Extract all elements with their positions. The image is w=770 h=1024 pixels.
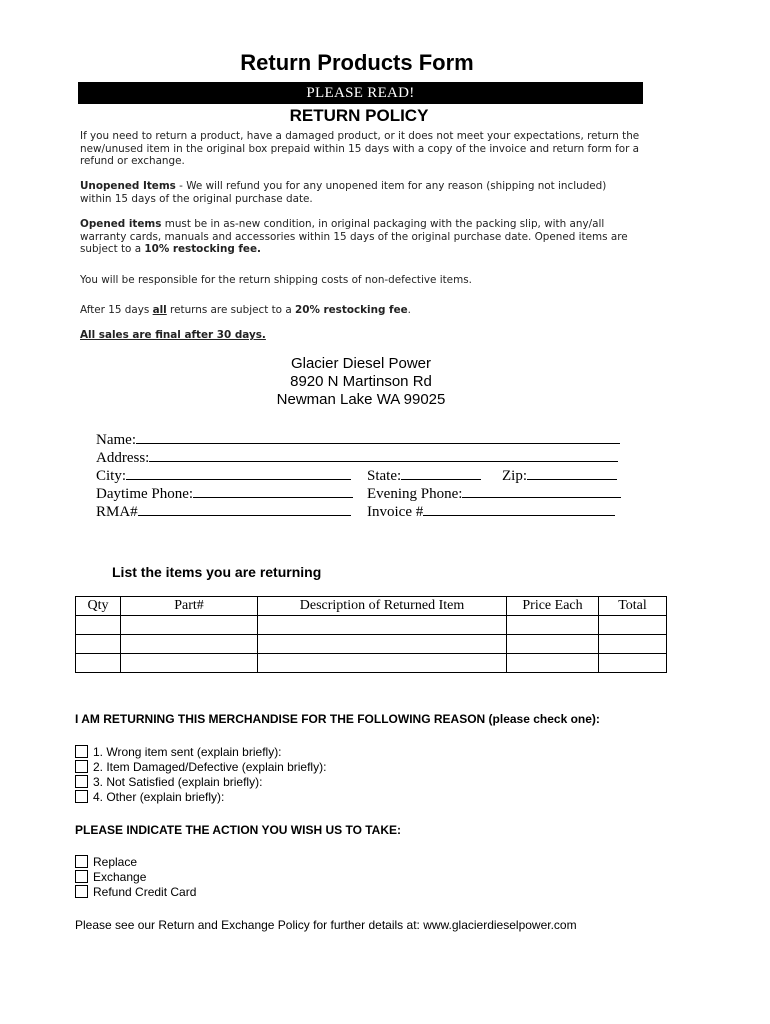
items-heading: List the items you are returning [112,564,322,580]
part-header: Part# [121,597,258,616]
action-heading: PLEASE INDICATE THE ACTION YOU WISH US TO TAKE: [75,823,402,837]
policy-final [80,329,640,342]
policy-after-15-days [80,304,640,317]
name-label: Name: [96,432,136,448]
description-cell[interactable] [258,635,507,654]
checkbox[interactable] [75,790,88,803]
checkbox[interactable] [75,885,88,898]
table-row [76,616,667,635]
evening-phone-field [367,483,621,503]
reason-option-not-satisfied[interactable] [75,775,262,790]
unopened-text: - We will refund you for any unopened item for any reason (shipping not included) within 15 days of the original purchase date. [80,180,607,205]
action-label: Refund Credit Card [93,885,197,899]
qty-cell[interactable] [76,616,121,635]
total-cell[interactable] [599,616,667,635]
policy-intro: If you need to return a product, have a damaged product, or it does not meet your expectations, return the new/unused item in the original box prepaid within 15 days with a copy of the invoice and return form for a refund or exchange. [80,130,640,168]
qty-cell[interactable] [76,654,121,673]
zip-input-line[interactable] [527,465,617,480]
total-header: Total [599,597,667,616]
price-each-cell[interactable] [507,654,599,673]
after-fee: 20% restocking fee [295,304,408,316]
reason-label: 3. Not Satisfied (explain briefly): [93,775,263,789]
city-field [96,465,351,485]
after-all: all [152,304,167,316]
state-input-line[interactable] [401,465,481,480]
policy-shipping: You will be responsible for the return shipping costs of non-defective items. [80,274,472,286]
table-header-row [76,597,667,616]
state-field [367,465,481,485]
name-input-line[interactable] [136,429,620,444]
zip-label: Zip: [502,468,527,484]
action-option-replace[interactable] [75,855,137,870]
description-cell[interactable] [258,616,507,635]
zip-field [502,465,617,485]
daytime-phone-label: Daytime Phone: [96,486,194,502]
evening-phone-label: Evening Phone: [367,486,463,502]
action-label: Replace [93,855,138,869]
table-row [76,635,667,654]
reason-label: 1. Wrong item sent (explain briefly): [93,745,282,759]
form-title: Return Products Form [240,50,474,75]
address-field [96,447,618,467]
opened-text: must be in as-new condition, in original packaging with the packing slip, with any/all warranty cards, manuals and accessories within 15 days of the original purchase date. Opened items are subject to a [80,218,628,256]
opened-fee: 10% restocking fee. [144,243,261,256]
action-option-refund[interactable] [75,885,196,900]
unopened-label: Unopened Items [80,180,176,192]
reason-label: 4. Other (explain briefly): [93,790,225,804]
after-end: . [407,304,411,316]
rma-field [96,501,351,521]
name-field [96,429,620,449]
city-label: City: [96,468,127,484]
table-row [76,654,667,673]
qty-cell[interactable] [76,635,121,654]
reason-heading: I AM RETURNING THIS MERCHANDISE FOR THE FOLLOWING REASON (please check one): [75,712,600,726]
company-street: 8920 N Martinson Rd [290,373,432,390]
qty-header: Qty [76,597,121,616]
checkbox[interactable] [75,855,88,868]
invoice-input-line[interactable] [423,501,615,516]
total-cell[interactable] [599,635,667,654]
company-name: Glacier Diesel Power [290,355,432,372]
part-cell[interactable] [121,616,258,635]
price-each-cell[interactable] [507,616,599,635]
invoice-label: Invoice # [367,504,424,520]
policy-unopened [80,180,640,205]
action-option-exchange[interactable] [75,870,146,885]
total-cell[interactable] [599,654,667,673]
checkbox[interactable] [75,775,88,788]
reason-option-other[interactable] [75,790,224,805]
after-prefix: After 15 days [80,304,153,316]
reason-option-damaged[interactable] [75,760,326,775]
final-sale-note: All sales are final after 30 days. [80,329,266,341]
company-city: Newman Lake WA 99025 [276,391,446,408]
invoice-field [367,501,615,521]
part-cell[interactable] [121,635,258,654]
address-label: Address: [96,450,150,466]
city-input-line[interactable] [126,465,351,480]
price-each-header: Price Each [507,597,599,616]
daytime-phone-input-line[interactable] [193,483,353,498]
policy-opened [80,218,640,256]
reason-option-wrong-item[interactable] [75,745,282,760]
please-read-banner: PLEASE READ! [78,82,643,104]
address-input-line[interactable] [149,447,618,462]
footer-note: Please see our Return and Exchange Policy for further details at: www.glacierdieselpower.com [75,918,577,932]
after-mid: returns are subject to a [166,304,296,316]
evening-phone-input-line[interactable] [462,483,621,498]
checkbox[interactable] [75,870,88,883]
daytime-phone-field [96,483,353,503]
checkbox[interactable] [75,760,88,773]
rma-label: RMA# [96,504,138,520]
part-cell[interactable] [121,654,258,673]
returned-items-table [75,596,667,673]
action-label: Exchange [93,870,147,884]
description-cell[interactable] [258,654,507,673]
opened-label: Opened items [80,218,162,230]
checkbox[interactable] [75,745,88,758]
reason-label: 2. Item Damaged/Defective (explain briefly): [93,760,327,774]
description-header: Description of Returned Item [258,597,507,616]
policy-title: RETURN POLICY [289,106,429,125]
price-each-cell[interactable] [507,635,599,654]
state-label: State: [367,468,402,484]
rma-input-line[interactable] [138,501,351,516]
